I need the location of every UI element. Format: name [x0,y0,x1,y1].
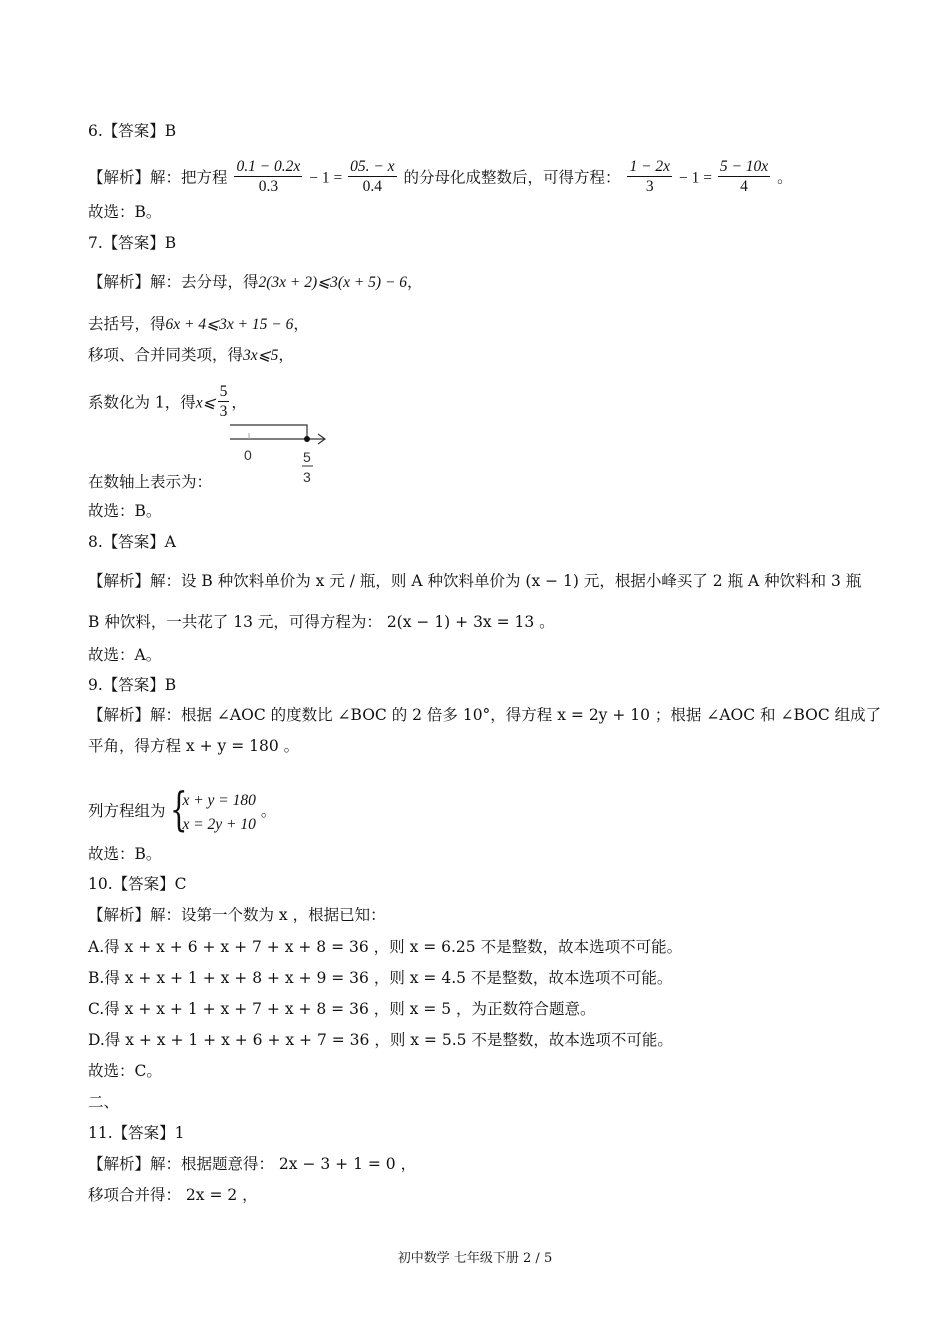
q8-explanation-1: 【解析】解：设 B 种饮料单价为 x 元 / 瓶，则 A 种饮料单价为 (x − 1) 元，根据小峰买了 2 瓶 A 种饮料和 3 瓶 [88,572,862,590]
page-footer: 初中数学 七年级下册 2 / 5 [397,1251,553,1266]
q7-step-4: 系数化为 1，得x⩽ $\frac{5}{3}$ ， [88,383,247,420]
axis-label-zero: 0 [244,447,252,463]
q9-explanation-2: 平角，得方程 x + y = 180 。 [88,737,300,755]
q7-choose: 故选：B。 [88,502,162,520]
q6-fraction-2: $\frac{05. - x}{0.4}$ [350,158,395,195]
closed-dot-icon [304,436,310,442]
axis-label-den: 3 [303,469,311,485]
q10-option-d: D.得 x + x + 1 + x + 6 + x + 7 = 36 ，则 x = 5.5 不是整数，故本选项不可能。 [88,1031,673,1049]
q7-step-2: 去括号，得6x + 4⩽3x + 15 − 6， [88,315,309,333]
solution-ray [230,425,307,439]
section-heading: 二、 [88,1093,120,1111]
q6-fraction-4: $\frac{5 - 10x}{4}$ [719,158,769,195]
q10-explanation: 【解析】解：设第一个数为 x ，根据已知： [88,906,386,924]
brace-icon: { [170,782,189,836]
q9-choose: 故选：B。 [88,845,162,863]
q6-explanation: 【解析】解：把方程 $\frac{0.1 - 0.2x}{0.3}$ − 1 = $\frac{05. - x}{0.4}$ 的分母化成整数后，可得方程： $\frac{1 - 2x}{3}$ − 1 = $\frac{5 - 10x}{4}$ 。 [88,158,793,195]
q6-fraction-3: $\frac{1 - 2x}{3}$ [629,158,671,195]
q7-step-1: 【解析】解：去分母，得2(3x + 2)⩽3(x + 5) − 6， [88,273,423,291]
q6-fraction-1: $\frac{0.1 - 0.2x}{0.3}$ [236,158,301,195]
q6-answer: 6.【答案】B [88,122,177,140]
q8-answer: 8.【答案】A [88,533,176,551]
q10-option-b: B.得 x + x + 1 + x + 8 + x + 9 = 36 ，则 x = 4.5 不是整数，故本选项不可能。 [88,969,673,987]
q9-explanation-1: 【解析】解：根据 ∠AOC 的度数比 ∠BOC 的 2 倍多 10°，得方程 x = 2y + 10 ；根据 ∠AOC 和 ∠BOC 组成了 [88,706,882,724]
q9-system-line: 列方程组为 { x + y = 180 x = 2y + 10 。 [88,782,277,836]
q7-answer: 7.【答案】B [88,234,177,252]
q7-step-3: 移项、合并同类项，得3x⩽5， [88,346,294,364]
q6-choose: 故选：B。 [88,203,162,221]
q7-step-5: 在数轴上表示为： [88,473,213,491]
q8-explanation-2: B 种饮料，一共花了 13 元，可得方程为： 2(x − 1) + 3x = 13 。 [88,613,555,631]
q7-fraction: $\frac{5}{3}$ [219,383,228,420]
q8-choose: 故选：A。 [88,646,162,664]
q10-option-a: A.得 x + x + 6 + x + 7 + x + 8 = 36 ，则 x = 6.25 不是整数，故本选项不可能。 [88,938,683,956]
q10-answer: 10.【答案】C [88,875,187,893]
q11-explanation-2: 移项合并得： 2x = 2 ， [88,1186,258,1204]
q10-option-c: C.得 x + x + 1 + x + 7 + x + 8 = 36 ，则 x = 5 ，为正数符合题意。 [88,1000,596,1018]
number-line-diagram [225,420,335,490]
q9-answer: 9.【答案】B [88,676,177,694]
q10-choose: 故选：C。 [88,1062,162,1080]
equation-system: { x + y = 180 x = 2y + 10 [170,782,256,836]
q11-answer: 11.【答案】1 [88,1124,185,1142]
q11-explanation-1: 【解析】解：根据题意得： 2x − 3 + 1 = 0 ， [88,1155,417,1173]
axis-label-num: 5 [303,449,311,465]
